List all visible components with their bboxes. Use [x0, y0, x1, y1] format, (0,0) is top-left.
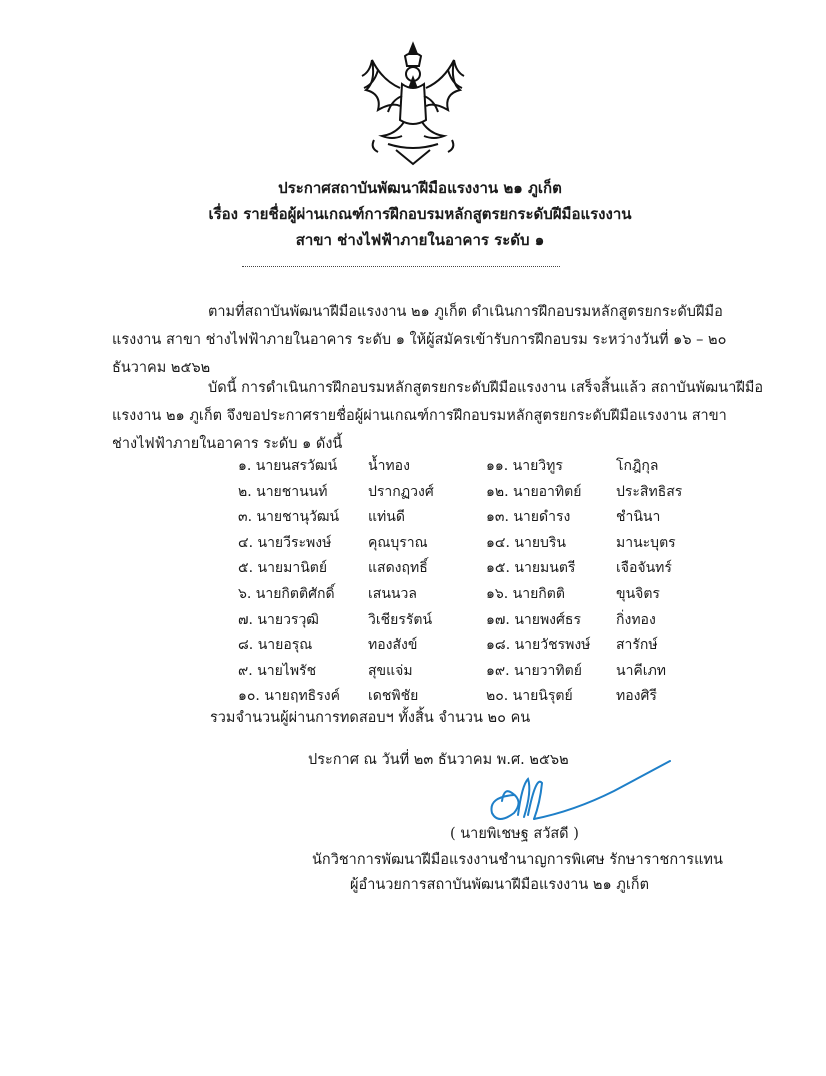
list-item — [238, 480, 698, 506]
name-first: ๕. นายมานิตย์ — [238, 560, 328, 577]
list-item — [238, 454, 698, 480]
passed-names-list — [238, 454, 698, 710]
name-first: ๑๔. นายบริน — [486, 534, 566, 551]
announcement-branch: สาขา ช่างไฟฟ้าภายในอาคาร ระดับ ๑ — [295, 231, 545, 249]
name-last: คุณบุราณ — [368, 534, 428, 551]
name-last: กิ่งทอง — [616, 611, 656, 628]
name-last: น้ำทอง — [368, 458, 410, 474]
name-last: แท่นดี — [368, 509, 405, 526]
name-last: เจือจันทร์ — [616, 560, 672, 577]
name-last: วิเชียรรัตน์ — [368, 611, 433, 628]
name-last: ขุนจิตร — [616, 585, 660, 602]
name-first: ๑๘. นายวัชรพงษ์ — [486, 637, 591, 654]
name-first: ๔. นายวีระพงษ์ — [238, 534, 332, 551]
name-last: ทองศิรี — [616, 688, 657, 705]
total-count: รวมจำนวนผู้ผ่านการทดสอบฯ ทั้งสิ้น จำนวน ๒๐ คน — [210, 710, 531, 726]
name-first: ๑๓. นายดำรง — [486, 509, 571, 526]
name-last: สารักษ์ — [616, 637, 658, 654]
name-last: นาคีเภท — [616, 662, 667, 679]
name-first: ๗. นายวรวุฒิ — [238, 611, 319, 628]
list-item — [238, 659, 698, 685]
name-last: ทองสังข์ — [368, 637, 418, 654]
name-last: ชำนินา — [616, 509, 661, 526]
name-first: ๘. นายอรุณ — [238, 637, 313, 654]
name-first: ๖. นายกิตติศักดิ์ — [238, 585, 335, 602]
paragraph-intro: ตามที่สถาบันพัฒนาฝีมือแรงงาน ๒๑ ภูเก็ต ดำเนินการฝึกอบรมหลักสูตรยกระดับฝีมือแรงงาน สาขา ช่างไฟฟ้าภายในอาคาร ระดับ ๑ ให้ผู้สมัครเข้ารับการฝึกอบรม ระหว่างวันที่ ๑๖ – ๒๐ ธันวาคม ๒๕๖๒ — [112, 304, 727, 376]
paragraph-result: บัดนี้ การดำเนินการฝึกอบรมหลักสูตรยกระดับฝีมือแรงงาน เสร็จสิ้นแล้ว สถาบันพัฒนาฝีมือแรงงาน ๒๑ ภูเก็ต จึงขอประกาศรายชื่อผู้ผ่านเกณฑ์การฝึกอบรมหลักสูตรยกระดับฝีมือแรงงาน สาขา ช่างไฟฟ้าภายในอาคาร ระดับ ๑ ดังนี้ — [112, 380, 764, 452]
name-last: ประสิทธิสร — [616, 483, 683, 500]
list-item — [238, 582, 698, 608]
list-item — [238, 608, 698, 634]
name-first: ๑๐. นายฤทธิรงค์ — [238, 688, 340, 705]
name-first: ๑๗. นายพงศ์ธร — [486, 611, 581, 628]
name-first: ๑๕. นายมนตรี — [486, 560, 576, 577]
name-last: โกฎิกุล — [616, 458, 659, 474]
name-last: เดชพิชัย — [368, 688, 419, 705]
announcement-date: ประกาศ ณ วันที่ ๒๓ ธันวาคม พ.ศ. ๒๕๖๒ — [308, 752, 569, 768]
name-last: แสดงฤทธิ์ — [368, 560, 428, 577]
name-first: ๓. นายชานุวัฒน์ — [238, 509, 340, 526]
list-item — [238, 556, 698, 582]
name-first: ๒. นายชานนท์ — [238, 483, 328, 500]
name-first: ๒๐. นายนิรุตย์ — [486, 688, 573, 705]
announcement-subject: เรื่อง รายชื่อผู้ผ่านเกณฑ์การฝึกอบรมหลักสูตรยกระดับฝีมือแรงงาน — [208, 205, 632, 223]
announcement-title: ประกาศสถาบันพัฒนาฝีมือแรงงาน ๒๑ ภูเก็ต — [278, 179, 562, 197]
list-item — [238, 633, 698, 659]
garuda-emblem-icon — [352, 40, 474, 168]
list-item — [238, 505, 698, 531]
name-last: ปรากฏวงศ์ — [368, 483, 434, 500]
name-first: ๑๖. นายกิตติ — [486, 585, 565, 602]
signer-title: ผู้อำนวยการสถาบันพัฒนาฝีมือแรงงาน ๒๑ ภูเก็ต — [350, 877, 650, 893]
signer-name: ( นายพิเชษฐ สวัสดี ) — [450, 826, 579, 842]
name-first: ๑๒. นายอาทิตย์ — [486, 483, 582, 500]
name-first: ๑๑. นายวิทูร — [486, 458, 563, 474]
dotted-divider — [242, 266, 560, 267]
name-last: เสนนวล — [368, 585, 417, 602]
name-first: ๙. นายไพรัช — [238, 662, 317, 679]
name-first: ๑๙. นายวาทิตย์ — [486, 662, 582, 679]
name-first: ๑. นายนสรวัฒน์ — [238, 458, 338, 474]
signer-position: นักวิชาการพัฒนาฝีมือแรงงานชำนาญการพิเศษ รักษาราชการแทน — [312, 852, 723, 868]
name-last: มานะบุตร — [616, 534, 676, 551]
list-item — [238, 531, 698, 557]
name-last: สุขแจ่ม — [368, 662, 413, 679]
